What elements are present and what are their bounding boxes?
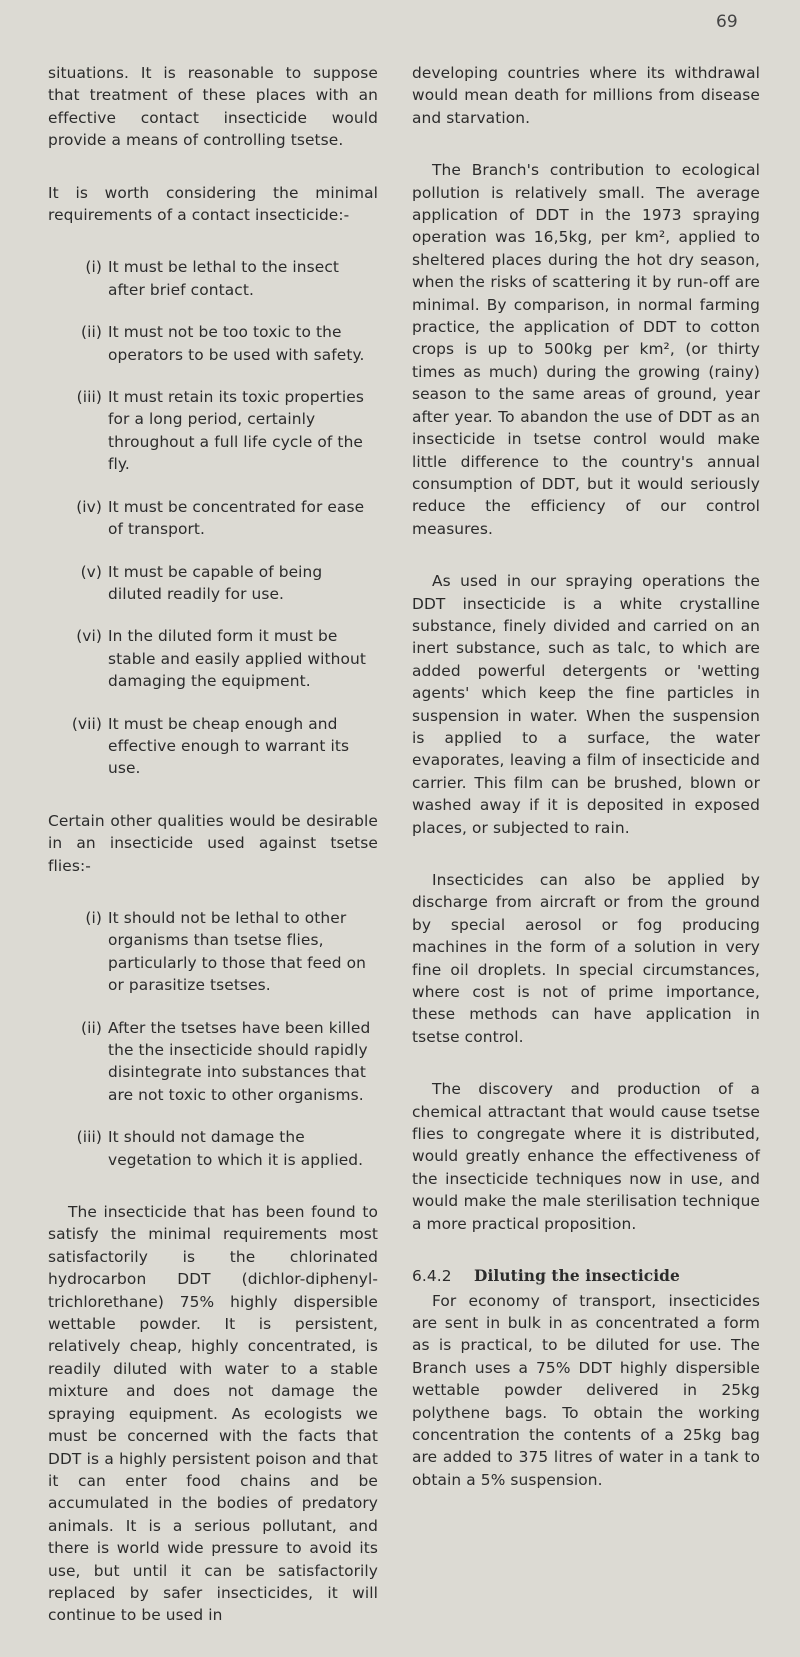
list-number: (v) (80, 562, 102, 581)
list-text: After the tsetses have been killed the the insecticide should rapidly disintegrate into substances that are not toxic to other organisms. (108, 1018, 371, 1104)
list-number: (ii) (81, 323, 102, 342)
list-item (48, 1017, 378, 1107)
paragraph: Insecticides can also be applied by discharge from aircraft or from the ground by special aerosol or fog producing machines in the form of a solution in very fine oil droplets. In special circumstances, where cost is not of prime importance, these methods can have application in tsetse control. (412, 871, 760, 1046)
paragraph: As used in our spraying operations the DDT insecticide is a white crystalline substance, finely divided and carried on an inert substance, such as talc, to which are added powerful detergents or 'wetting agents' which keep the fine particles in suspension in water. When the suspension is applied to a surface, the water evaporates, leaving a film of insecticide and carrier. This film can be brushed, blown or washed away if it is deposited in exposed places, or subjected to rain. (412, 572, 760, 837)
list-text: It must not be too toxic to the operators to be used with safety. (108, 323, 365, 364)
list-number: (ii) (81, 1018, 102, 1037)
list-number: (vi) (76, 627, 102, 646)
list-number: (i) (85, 258, 102, 277)
list-item (48, 625, 378, 692)
list-number: (i) (85, 908, 102, 927)
list-text: It should not damage the vegetation to which it is applied. (108, 1128, 364, 1169)
paragraph: For economy of transport, insecticides are sent in bulk in as concentrated a form as is practical, to be diluted for use. The Branch uses a 75% DDT highly dispersible wettable powder delivered in 25kg polythene bags. To obtain the working concentration the contents of a 25kg bag are added to 375 litres of water in a tank to obtain a 5% suspension. (412, 1291, 760, 1489)
paragraph: The discovery and production of a chemical attractant that would cause tsetse flies to congregate where it is distributed, would greatly enhance the effectiveness of the insecticide techniques now in use, and would make the male sterilisation technique a more practical proposition. (412, 1080, 760, 1233)
list-item (48, 713, 378, 780)
list-number: (iii) (76, 388, 102, 407)
left-column (48, 62, 378, 1657)
list-item (48, 496, 378, 541)
section-number: 6.4.2 (412, 1267, 452, 1286)
requirements-list (48, 256, 378, 779)
list-number: (iv) (76, 497, 102, 516)
desirable-list (48, 907, 378, 1171)
list-number: (iii) (76, 1128, 102, 1147)
paragraph: developing countries where its withdrawal would mean death for millions from disease and starvation. (412, 64, 760, 127)
list-item (48, 386, 378, 476)
list-item (48, 256, 378, 301)
list-item (48, 1126, 378, 1171)
list-text: It must be lethal to the insect after brief contact. (108, 258, 340, 299)
list-text: It should not be lethal to other organisms than tsetse flies, particularly to those that feed on or parasitize tsetses. (108, 908, 367, 995)
list-text: In the diluted form it must be stable and easily applied without damaging the equipment. (108, 627, 367, 691)
list-number: (vii) (71, 714, 102, 733)
right-column (412, 62, 760, 1521)
paragraph: situations. It is reasonable to suppose that treatment of these places with an effective contact insecticide would provide a means of controlling tsetse. (48, 64, 378, 150)
list-item (48, 907, 378, 997)
section-title: Diluting the insecticide (474, 1267, 680, 1286)
paragraph: Certain other qualities would be desirable in an insecticide used against tsetse flies:- (48, 811, 378, 875)
section-heading (412, 1265, 760, 1287)
list-item (48, 321, 378, 366)
list-text: It must be cheap enough and effective enough to warrant its use. (108, 714, 350, 778)
paragraph: The Branch's contribution to ecological pollution is relatively small. The average application of DDT in the 1973 spraying operation was 16,5kg, per km², applied to sheltered places during the hot dry season, when the risks of scattering it by run-off are minimal. By comparison, in normal farming practice, the application of DDT to cotton crops is up to 500kg per km², (or thirty times as much) during the growing (rainy) season to the same areas of ground, year after year. To abandon the use of DDT as an insecticide in tsetse control would make little difference to the country's annual consumption of DDT, but it would seriously reduce the efficiency of our control measures. (412, 161, 760, 538)
list-text: It must be capable of being diluted readily for use. (108, 562, 323, 603)
page-number: 69 (716, 12, 738, 32)
paragraph: It is worth considering the minimal requirements of a contact insecticide:- (48, 183, 378, 225)
list-text: It must be concentrated for ease of transport. (108, 497, 365, 539)
list-item (48, 561, 378, 606)
paragraph: The insecticide that has been found to satisfy the minimal requirements most satisfactorily is the chlorinated hydrocarbon DDT (dichlor-diphenyl-trichlorethane) 75% highly dispersible wettable powder. It is persistent, relatively cheap, highly concentrated, is readily diluted with water to a stable mixture and does not damage the spraying equipment. As ecologists we must be concerned with the facts that DDT is a highly persistent poison and that it can enter food chains and be accumulated in the bodies of predatory animals. It is a serious pollutant, and there is world wide pressure to avoid its use, but until it can be satisfactorily replaced by safer insecticides, it will continue to be used in (48, 1203, 378, 1625)
list-text: It must retain its toxic properties for a long period, certainly throughout a full life cycle of the fly. (108, 388, 364, 474)
